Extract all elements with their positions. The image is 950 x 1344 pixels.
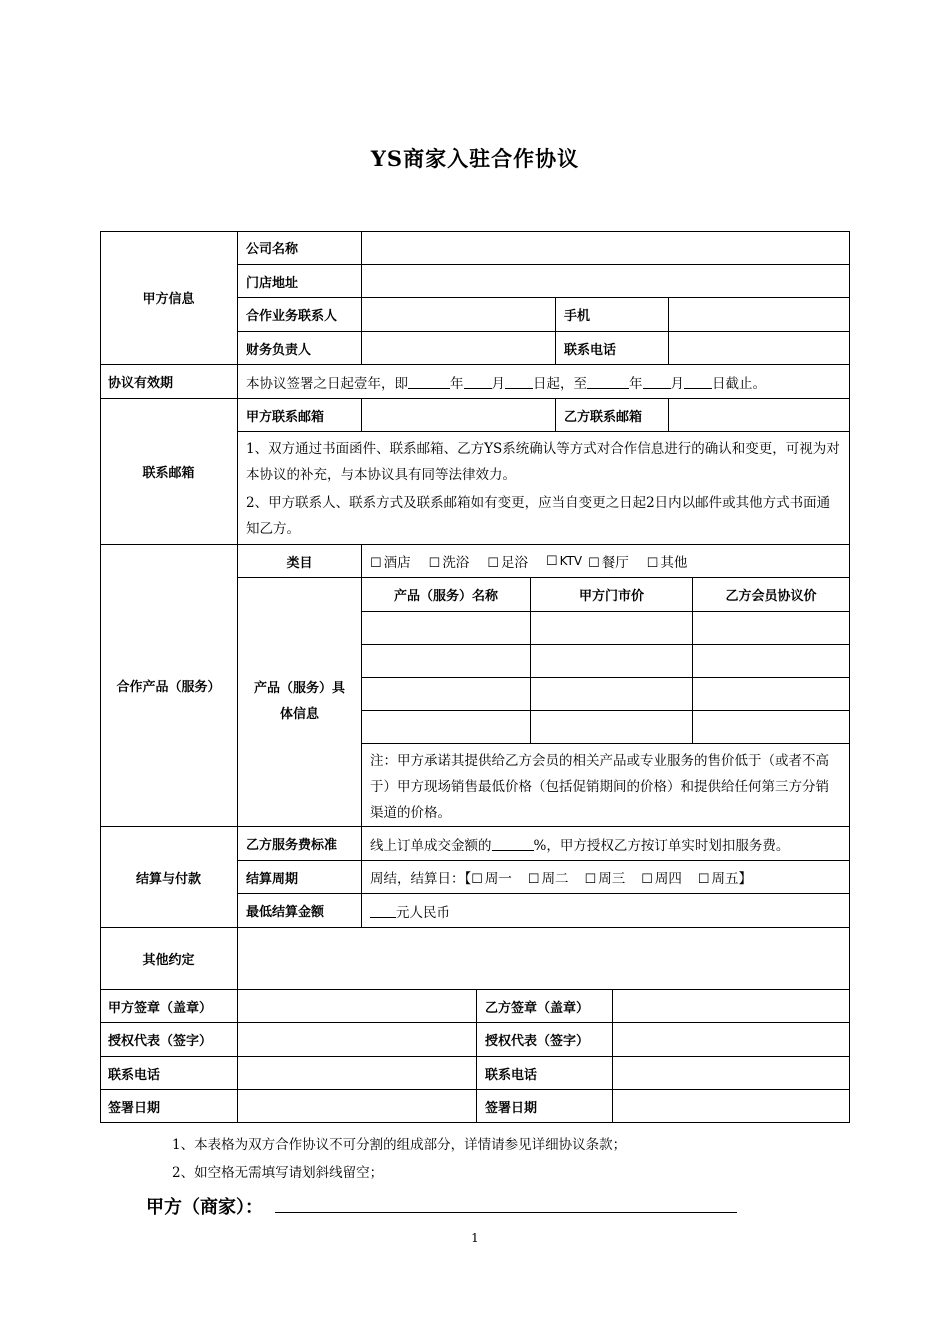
section-settlement: 结算与付款 (100, 827, 238, 928)
b-date-field[interactable] (613, 1090, 850, 1123)
validity-text-3: 月 (491, 375, 505, 392)
fee-text-2: %，甲方授权乙方按订单实时划扣服务费。 (533, 837, 790, 854)
weekday-label: 周一 (484, 871, 512, 887)
fee-percent-blank[interactable] (492, 836, 534, 851)
validity-blank[interactable] (587, 374, 629, 389)
biz-contact-field[interactable] (362, 298, 556, 332)
validity-blank[interactable] (408, 374, 450, 389)
store-address-field[interactable] (362, 265, 850, 298)
section-party-a-info: 甲方信息 (100, 231, 238, 365)
b-date-label: 签署日期 (477, 1090, 613, 1123)
phone-label: 联系电话 (556, 332, 669, 365)
weekday-option[interactable] (698, 867, 739, 887)
a-rep-field[interactable] (238, 1023, 477, 1057)
col-member-price: 乙方会员协议价 (693, 578, 850, 612)
validity-text-4: 日起，至 (533, 375, 587, 392)
col-store-price: 甲方门市价 (531, 578, 693, 612)
store-price-cell[interactable] (531, 612, 693, 645)
product-name-cell[interactable] (362, 678, 531, 711)
price-note: 注：甲方承诺其提供给乙方会员的相关产品或专业服务的售价低于（或者不高于）甲方现场销售最低价格（包括促销期间的价格）和提供给任何第三方分销渠道的价格。 (362, 744, 850, 827)
checkbox-icon: ☐ (428, 556, 441, 571)
b-seal-field[interactable] (613, 990, 850, 1023)
biz-contact-label: 合作业务联系人 (238, 298, 362, 332)
validity-label: 协议有效期 (100, 365, 238, 399)
category-option-label: 其他 (660, 555, 688, 571)
store-price-cell[interactable] (531, 711, 693, 744)
validity-blank[interactable] (505, 374, 533, 389)
a-email-field[interactable] (362, 399, 556, 432)
a-seal-field[interactable] (238, 990, 477, 1023)
a-date-field[interactable] (238, 1090, 477, 1123)
a-phone-label: 联系电话 (100, 1057, 238, 1090)
section-email: 联系邮箱 (100, 399, 238, 545)
member-price-cell[interactable] (693, 612, 850, 645)
b-rep-label: 授权代表（签字） (477, 1023, 613, 1057)
weekday-option[interactable] (641, 867, 682, 887)
checkbox-icon: ☐ (646, 556, 659, 571)
section-products: 合作产品（服务） (100, 545, 238, 827)
weekday-label: 周四 (654, 871, 682, 887)
validity-blank[interactable] (464, 374, 492, 389)
validity-text-6: 月 (670, 375, 684, 392)
category-label: 类目 (238, 545, 362, 578)
validity-blank[interactable] (684, 374, 712, 389)
phone-field[interactable] (669, 332, 850, 365)
store-price-cell[interactable] (531, 645, 693, 678)
checkbox-icon: ☐ (471, 872, 483, 887)
category-option[interactable] (370, 551, 411, 571)
other-terms-field[interactable] (238, 928, 850, 990)
cycle-suffix: 】 (738, 871, 753, 887)
weekday-option[interactable] (585, 867, 626, 887)
agreement-table (100, 231, 850, 1123)
b-rep-field[interactable] (613, 1023, 850, 1057)
cycle-options (362, 861, 850, 894)
min-amount-unit: 元人民币 (396, 904, 450, 921)
member-price-cell[interactable] (693, 678, 850, 711)
fee-text (362, 827, 850, 861)
member-price-cell[interactable] (693, 645, 850, 678)
category-option[interactable] (487, 551, 528, 571)
email-clause-1: 1、双方通过书面函件、联系邮箱、乙方YS系统确认等方式对合作信息进行的确认和变更，可视为对本协议的补充，与本协议具有同等法律效力。 (246, 441, 840, 483)
member-price-cell[interactable] (693, 711, 850, 744)
category-option[interactable] (429, 551, 470, 571)
email-clauses (238, 432, 850, 545)
checkbox-icon: ☐ (545, 554, 558, 569)
a-email-label: 甲方联系邮箱 (238, 399, 362, 432)
document-title: YS商家入驻合作协议 (370, 146, 580, 171)
finance-person-label: 财务负责人 (238, 332, 362, 365)
category-option-label: 足浴 (500, 555, 528, 571)
weekday-option[interactable] (471, 867, 512, 887)
footnote-1: 1、本表格为双方合作协议不可分割的组成部分，详情请参见详细协议条款； (172, 1137, 627, 1153)
weekday-label: 周五 (711, 871, 739, 887)
category-option-label: 餐厅 (601, 555, 629, 571)
b-seal-label: 乙方签章（盖章） (477, 990, 613, 1023)
validity-text-7: 日截止。 (712, 375, 766, 392)
checkbox-icon: ☐ (641, 872, 653, 887)
finance-person-field[interactable] (362, 332, 556, 365)
category-option[interactable] (647, 551, 688, 571)
category-option-label: 洗浴 (442, 555, 470, 571)
checkbox-icon: ☐ (697, 872, 710, 887)
validity-text-1: 本协议签署之日起壹年，即 (246, 375, 408, 392)
fee-label: 乙方服务费标准 (238, 827, 362, 861)
b-email-field[interactable] (669, 399, 850, 432)
b-phone-field[interactable] (613, 1057, 850, 1090)
min-amount-text (362, 894, 850, 928)
checkbox-icon: ☐ (370, 556, 382, 571)
min-amount-label: 最低结算金额 (238, 894, 362, 928)
cycle-label: 结算周期 (238, 861, 362, 894)
company-name-field[interactable] (362, 231, 850, 265)
mobile-label: 手机 (556, 298, 669, 332)
party-a-signature-label: 甲方（商家）： (146, 1197, 263, 1218)
weekday-label: 周三 (598, 871, 626, 887)
b-email-label: 乙方联系邮箱 (556, 399, 669, 432)
product-name-cell[interactable] (362, 612, 531, 645)
validity-text-5: 年 (629, 375, 643, 392)
validity-text-2: 年 (450, 375, 464, 392)
email-clause-2: 2、甲方联系人、联系方式及联系邮箱如有变更，应当自变更之日起2日内以邮件或其他方式书面通知乙方。 (246, 495, 831, 537)
checkbox-icon: ☐ (487, 556, 499, 571)
store-price-cell[interactable] (531, 678, 693, 711)
category-option[interactable] (546, 553, 582, 569)
mobile-field[interactable] (669, 298, 850, 332)
fee-text-1: 线上订单成交金额的 (370, 837, 492, 854)
a-seal-label: 甲方签章（盖章） (100, 990, 238, 1023)
footnote-2: 2、如空格无需填写请划斜线留空； (172, 1165, 384, 1181)
other-terms-label: 其他约定 (100, 928, 238, 990)
category-option-label: 酒店 (383, 555, 411, 571)
weekday-option[interactable] (528, 867, 569, 887)
checkbox-icon: ☐ (584, 872, 597, 887)
product-detail-label: 产品（服务）具体信息 (238, 578, 362, 827)
b-phone-label: 联系电话 (477, 1057, 613, 1090)
cycle-prefix: 周结，结算日：【 (370, 871, 472, 887)
party-a-signature-line[interactable] (275, 1212, 737, 1213)
weekday-label: 周二 (541, 871, 569, 887)
checkbox-icon: ☐ (588, 556, 600, 571)
product-name-cell[interactable] (362, 711, 531, 744)
min-amount-blank[interactable] (370, 903, 396, 918)
a-phone-field[interactable] (238, 1057, 477, 1090)
col-product-name: 产品（服务）名称 (362, 578, 531, 612)
page-number: 1 (471, 1231, 479, 1245)
store-address-label: 门店地址 (238, 265, 362, 298)
a-rep-label: 授权代表（签字） (100, 1023, 238, 1057)
checkbox-icon: ☐ (527, 872, 540, 887)
category-option[interactable] (588, 551, 629, 571)
company-name-label: 公司名称 (238, 231, 362, 265)
category-option-label: KTV (559, 554, 583, 568)
validity-blank[interactable] (643, 374, 671, 389)
a-date-label: 签署日期 (100, 1090, 238, 1123)
category-options (362, 545, 850, 578)
product-name-cell[interactable] (362, 645, 531, 678)
validity-text[interactable] (238, 365, 850, 399)
